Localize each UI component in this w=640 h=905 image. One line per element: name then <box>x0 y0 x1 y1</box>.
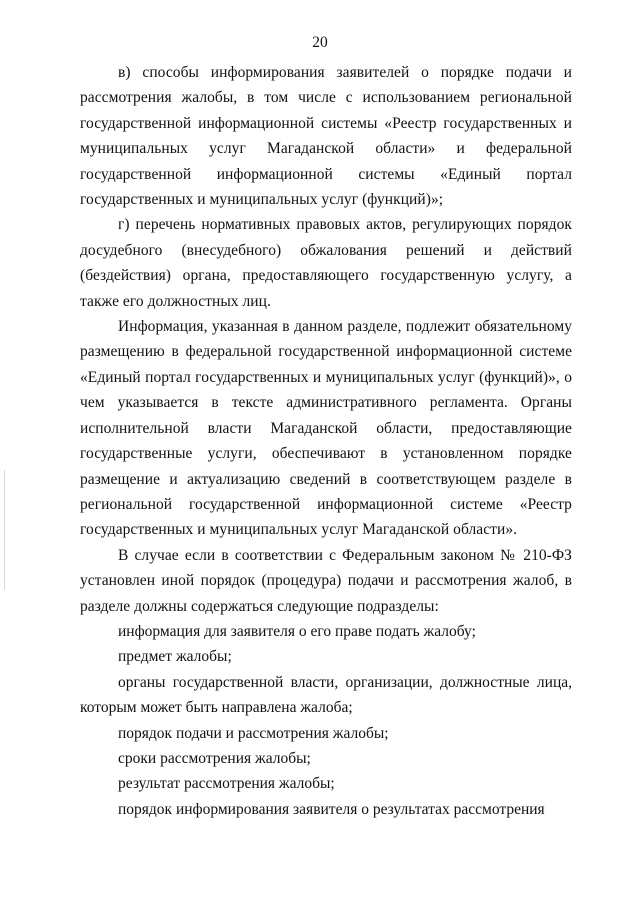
list-item: результат рассмотрения жалобы; <box>118 775 335 793</box>
list-item: органы государственной власти, организации, должностные лица, которым может быть направлена жалоба; <box>80 673 572 717</box>
list-item: порядок подачи и рассмотрения жалобы; <box>118 724 389 742</box>
paragraph-subitem-g: г) перечень нормативных правовых актов, регулирующих порядок досудебного (внесудебного) обжалования решений и действий (бездействия) органа, предоставляющего государственную услугу, а также его должностных лиц. <box>80 216 572 310</box>
paragraph-federal-law-case: В случае если в соответствии с Федеральным законом № 210-ФЗ установлен иной порядок (процедура) подачи и рассмотрения жалоб, в разделе должны содержаться следующие подразделы: <box>80 546 572 615</box>
paragraph-information-placement: Информация, указанная в данном разделе, подлежит обязательному размещению в федеральной государственной информационной системе «Единый портал государственных и муниципальных услуг (функций)», о чем указывается в тексте административного регламента. Органы исполнительной власти Магаданской области, предоставляющие государственные услуги, обеспечивают в установленном порядке размещение и актуализацию сведений в соответствующем разделе в региональной государственной информационной системе «Реестр государственных и муниципальных услуг Магаданской области». <box>80 318 572 539</box>
list-item: сроки рассмотрения жалобы; <box>118 749 311 767</box>
page-number: 20 <box>312 34 328 51</box>
list-item: предмет жалобы; <box>118 648 232 666</box>
document-body <box>80 60 572 822</box>
scan-edge-mark <box>4 470 5 590</box>
list-item: информация для заявителя о его праве подать жалобу; <box>118 622 476 640</box>
list-item: порядок информирования заявителя о результатах рассмотрения <box>118 800 545 818</box>
paragraph-subitem-v: в) способы информирования заявителей о порядке подачи и рассмотрения жалобы, в том числе с использованием региональной государственной информационной системы «Реестр государственных и муниципальных услуг Магаданской области» и федеральной государственной информационной системы «Единый портал государственных и муниципальных услуг (функций)»; <box>80 64 572 209</box>
subsection-list <box>80 619 572 822</box>
